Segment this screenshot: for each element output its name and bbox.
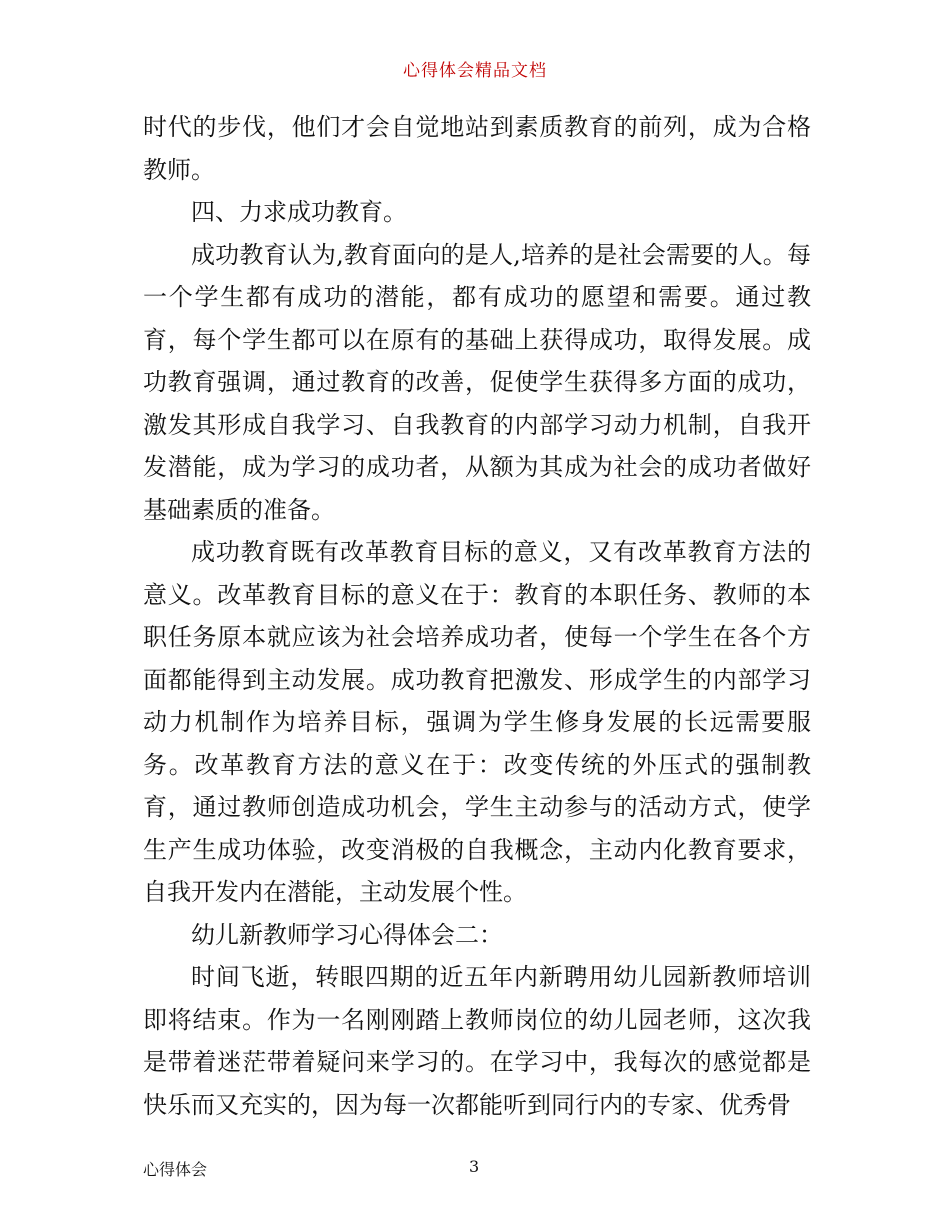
section-heading: 四、力求成功教育。 (191, 198, 407, 226)
document-body (143, 106, 811, 1126)
paragraph: 时间飞逝，转眼四期的近五年内新聘用幼儿园新教师培训即将结束。作为一名刚刚踏上教师岗位的幼儿园老师，这次我是带着迷茫带着疑问来学习的。在学习中，我每次的感觉都是快乐而又充实的，因为每一次都能听到同行内的专家、优秀骨 (143, 963, 811, 1119)
paragraph-continuation: 时代的步伐，他们才会自觉地站到素质教育的前列，成为合格教师。 (143, 113, 811, 184)
paragraph: 成功教育认为,教育面向的是人,培养的是社会需要的人。每一个学生都有成功的潜能，都有成功的愿望和需要。通过教育，每个学生都可以在原有的基础上获得成功，取得发展。成功教育强调，通过教育的改善，促使学生获得多方面的成功，激发其形成自我学习、自我教育的内部学习动力机制，自我开发潜能，成为学习的成功者，从额为其成为社会的成功者做好基础素质的准备。 (143, 240, 811, 524)
page-header-title: 心得体会精品文档 (403, 61, 547, 81)
footer-label: 心得体会 (143, 1160, 208, 1179)
page-number: 3 (469, 1157, 480, 1176)
paragraph: 成功教育既有改革教育目标的意义，又有改革教育方法的意义。改革教育目标的意义在于：教育的本职任务、教师的本职任务原本就应该为社会培养成功者，使每一个学生在各个方面都能得到主动发展。成功教育把激发、形成学生的内部学习动力机制作为培养目标，强调为学生修身发展的长远需要服务。改革教育方法的意义在于：改变传统的外压式的强制教育，通过教师创造成功机会，学生主动参与的活动方式，使学生产生成功体验，改变消极的自我概念，主动内化教育要求，自我开发内在潜能，主动发展个性。 (143, 538, 811, 906)
subtitle-heading: 幼儿新教师学习心得体会二： (191, 920, 503, 949)
